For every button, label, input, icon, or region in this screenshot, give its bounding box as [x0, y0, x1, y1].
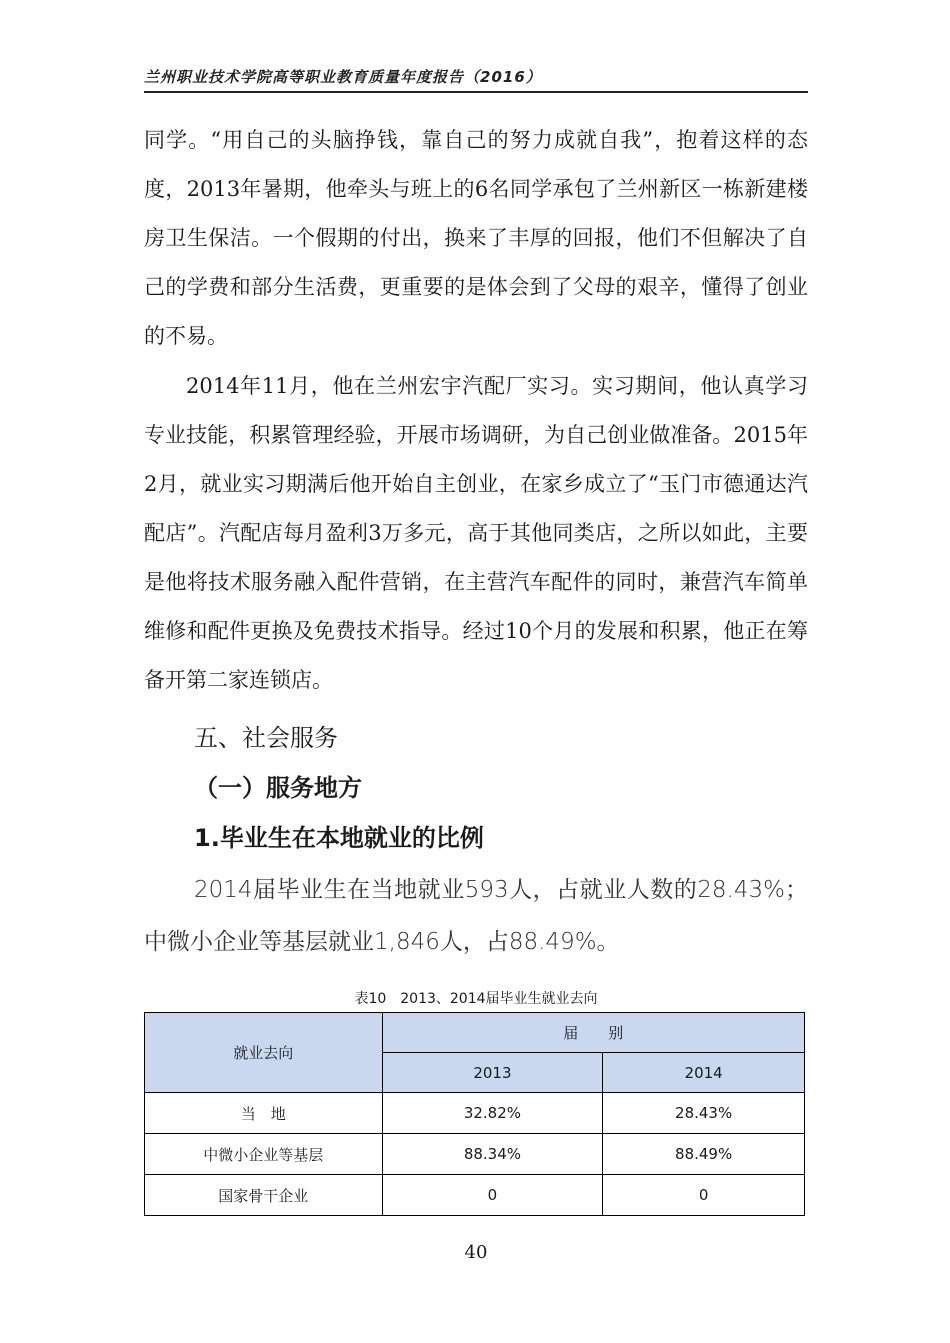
- table-row: [145, 1134, 805, 1175]
- table-row: [145, 1093, 805, 1134]
- header-rule: [144, 91, 808, 93]
- table-cell: 28.43%: [603, 1093, 805, 1134]
- employment-destination-table: [144, 1012, 805, 1216]
- table-row: [145, 1175, 805, 1216]
- table-cell: 88.49%: [603, 1134, 805, 1175]
- row-label: 中微小企业等基层: [145, 1134, 383, 1175]
- table-cell: 0: [603, 1175, 805, 1216]
- row-label: 当 地: [145, 1093, 383, 1134]
- column-header-destination: 就业去向: [145, 1013, 383, 1093]
- paragraph-story-part1: 同学。“用自己的头脑挣钱，靠自己的努力成就自我”，抱着这样的态度，2013年暑期，他牵头与班上的6名同学承包了兰州新区一栋新建楼房卫生保洁。一个假期的付出，换来了丰厚的回报，他们不但解决了自己的学费和部分生活费，更重要的是体会到了父母的艰辛，懂得了创业的不易。: [144, 128, 808, 348]
- subsection-heading-local-service: （一）服务地方: [194, 774, 362, 802]
- column-header-year: 2013: [382, 1053, 603, 1093]
- table-cell: 88.34%: [382, 1134, 603, 1175]
- table-cell: 32.82%: [382, 1093, 603, 1134]
- table-cell: 0: [382, 1175, 603, 1216]
- row-label: 国家骨干企业: [145, 1175, 383, 1216]
- subsubsection-heading-local-employment-ratio: 1.毕业生在本地就业的比例: [194, 824, 484, 852]
- paragraph-employment-stats: 2014届毕业生在当地就业593人，占就业人数的28.43%；中微小企业等基层就业1,846人，占88.49%。: [144, 877, 808, 955]
- table-caption: 表10 2013、2014届毕业生就业去向: [354, 991, 598, 1007]
- page-number: 40: [464, 1242, 488, 1263]
- column-group-header-cohort: 届 别: [382, 1013, 804, 1053]
- column-header-year: 2014: [603, 1053, 805, 1093]
- running-header: 兰州职业技术学院高等职业教育质量年度报告（2016）: [144, 68, 542, 86]
- section-heading-social-service: 五、社会服务: [194, 724, 338, 752]
- paragraph-story-part2: 2014年11月，他在兰州宏宇汽配厂实习。实习期间，他认真学习专业技能，积累管理经验，开展市场调研，为自己创业做准备。2015年2月，就业实习期满后他开始自主创业，在家乡成立了“玉门市德通达汽配店”。汽配店每月盈利3万多元，高于其他同类店，之所以如此，主要是他将技术服务融入配件营销，在主营汽车配件的同时，兼营汽车简单维修和配件更换及免费技术指导。经过10个月的发展和积累，他正在筹备开第二家连锁店。: [144, 374, 808, 692]
